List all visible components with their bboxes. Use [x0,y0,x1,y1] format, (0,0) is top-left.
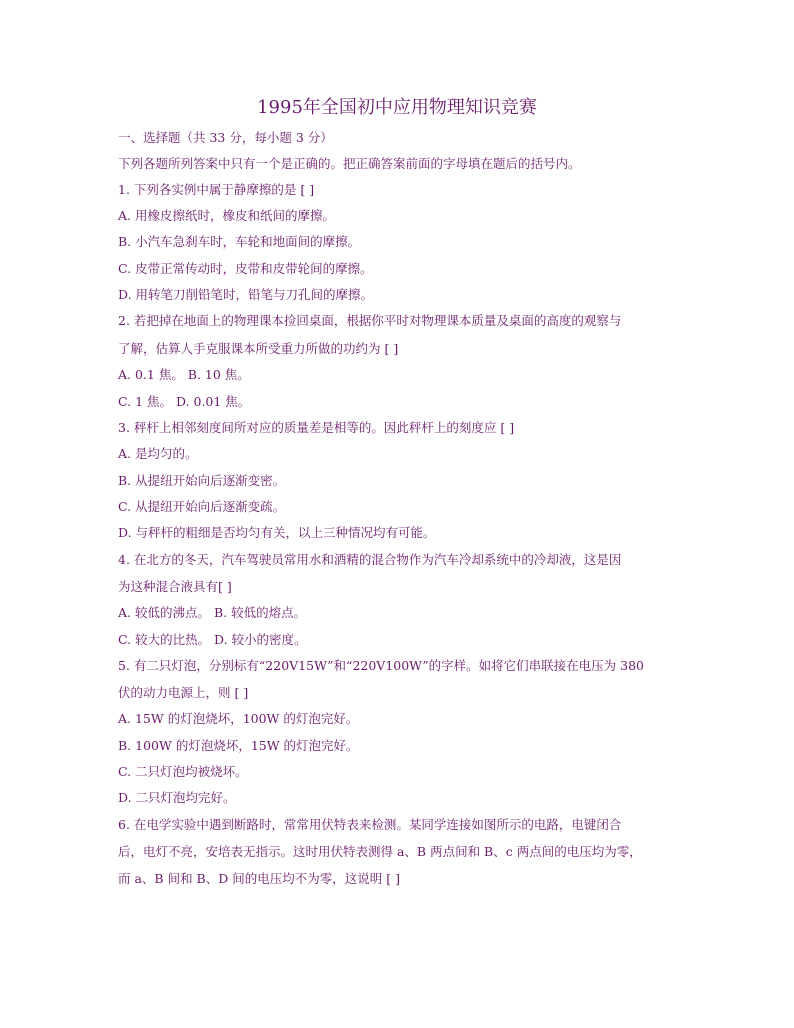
question-6-line-2: 后，电灯不亮，安培表无指示。这时用伏特表测得 a、B 两点间和 B、c 两点间的电压均为零， [118,844,642,859]
question-3: 3. 秤杆上相邻刻度间所对应的质量差是相等的。因此秤杆上的刻度应 [ ] [118,420,515,435]
q3-option-b: B. 从提纽开始向后逐渐变密。 [118,473,286,488]
q1-option-b: B. 小汽车急刹车时，车轮和地面间的摩擦。 [118,234,361,249]
question-6-line-1: 6. 在电学实验中遇到断路时，常常用伏特表来检测。某同学连接如图所示的电路，电键闭合 [118,817,622,832]
q1-option-d: D. 用转笔刀削铅笔时，铅笔与刀孔间的摩擦。 [118,287,374,302]
question-6-line-3: 而 a、B 间和 B、D 间的电压均不为零，这说明 [ ] [118,871,400,886]
q2-options-cd: C. 1 焦。 D. 0.01 焦。 [118,394,251,409]
q5-option-c: C. 二只灯泡均被烧坏。 [118,764,248,779]
q5-option-d: D. 二只灯泡均完好。 [118,790,236,805]
q3-option-a: A. 是均匀的。 [118,446,198,461]
q4-options-cd: C. 较大的比热。 D. 较小的密度。 [118,632,307,647]
q2-options-ab: A. 0.1 焦。 B. 10 焦。 [118,367,250,382]
q3-option-c: C. 从提纽开始向后逐渐变疏。 [118,499,286,514]
question-4-line-1: 4. 在北方的冬天，汽车驾驶员常用水和酒精的混合物作为汽车冷却系统中的冷却液，这是因 [118,552,622,567]
page-title: 1995年全国初中应用物理知识竞赛 [257,97,537,118]
q5-option-a: A. 15W 的灯泡烧坏，100W 的灯泡完好。 [118,711,359,726]
question-5-line-1: 5. 有二只灯泡，分别标有“220V15W”和“220V100W”的字样。如将它们串联接在电压为 380 [118,658,644,673]
q3-option-d: D. 与秤杆的粗细是否均匀有关，以上三种情况均有可能。 [118,525,436,540]
q5-option-b: B. 100W 的灯泡烧坏，15W 的灯泡完好。 [118,738,359,753]
question-1: 1. 下列各实例中属于静摩擦的是 [ ] [118,182,315,197]
question-2-line-1: 2. 若把掉在地面上的物理课本捡回桌面，根据你平时对物理课本质量及桌面的高度的观察与 [118,313,622,328]
q4-options-ab: A. 较低的沸点。 B. 较低的熔点。 [118,605,307,620]
question-2-line-2: 了解，估算人手克服课本所受重力所做的功约为 [ ] [118,341,399,356]
question-4-line-2: 为这种混合液具有[ ] [118,579,232,594]
q1-option-c: C. 皮带正常传动时，皮带和皮带轮间的摩擦。 [118,261,373,276]
instruction-text: 下列各题所列答案中只有一个是正确的。把正确答案前面的字母填在题后的括号内。 [118,156,581,171]
q1-option-a: A. 用橡皮擦纸时，橡皮和纸间的摩擦。 [118,208,335,223]
question-5-line-2: 伏的动力电源上，则 [ ] [118,685,249,700]
section-heading: 一、选择题（共 33 分，每小题 3 分） [118,130,333,145]
